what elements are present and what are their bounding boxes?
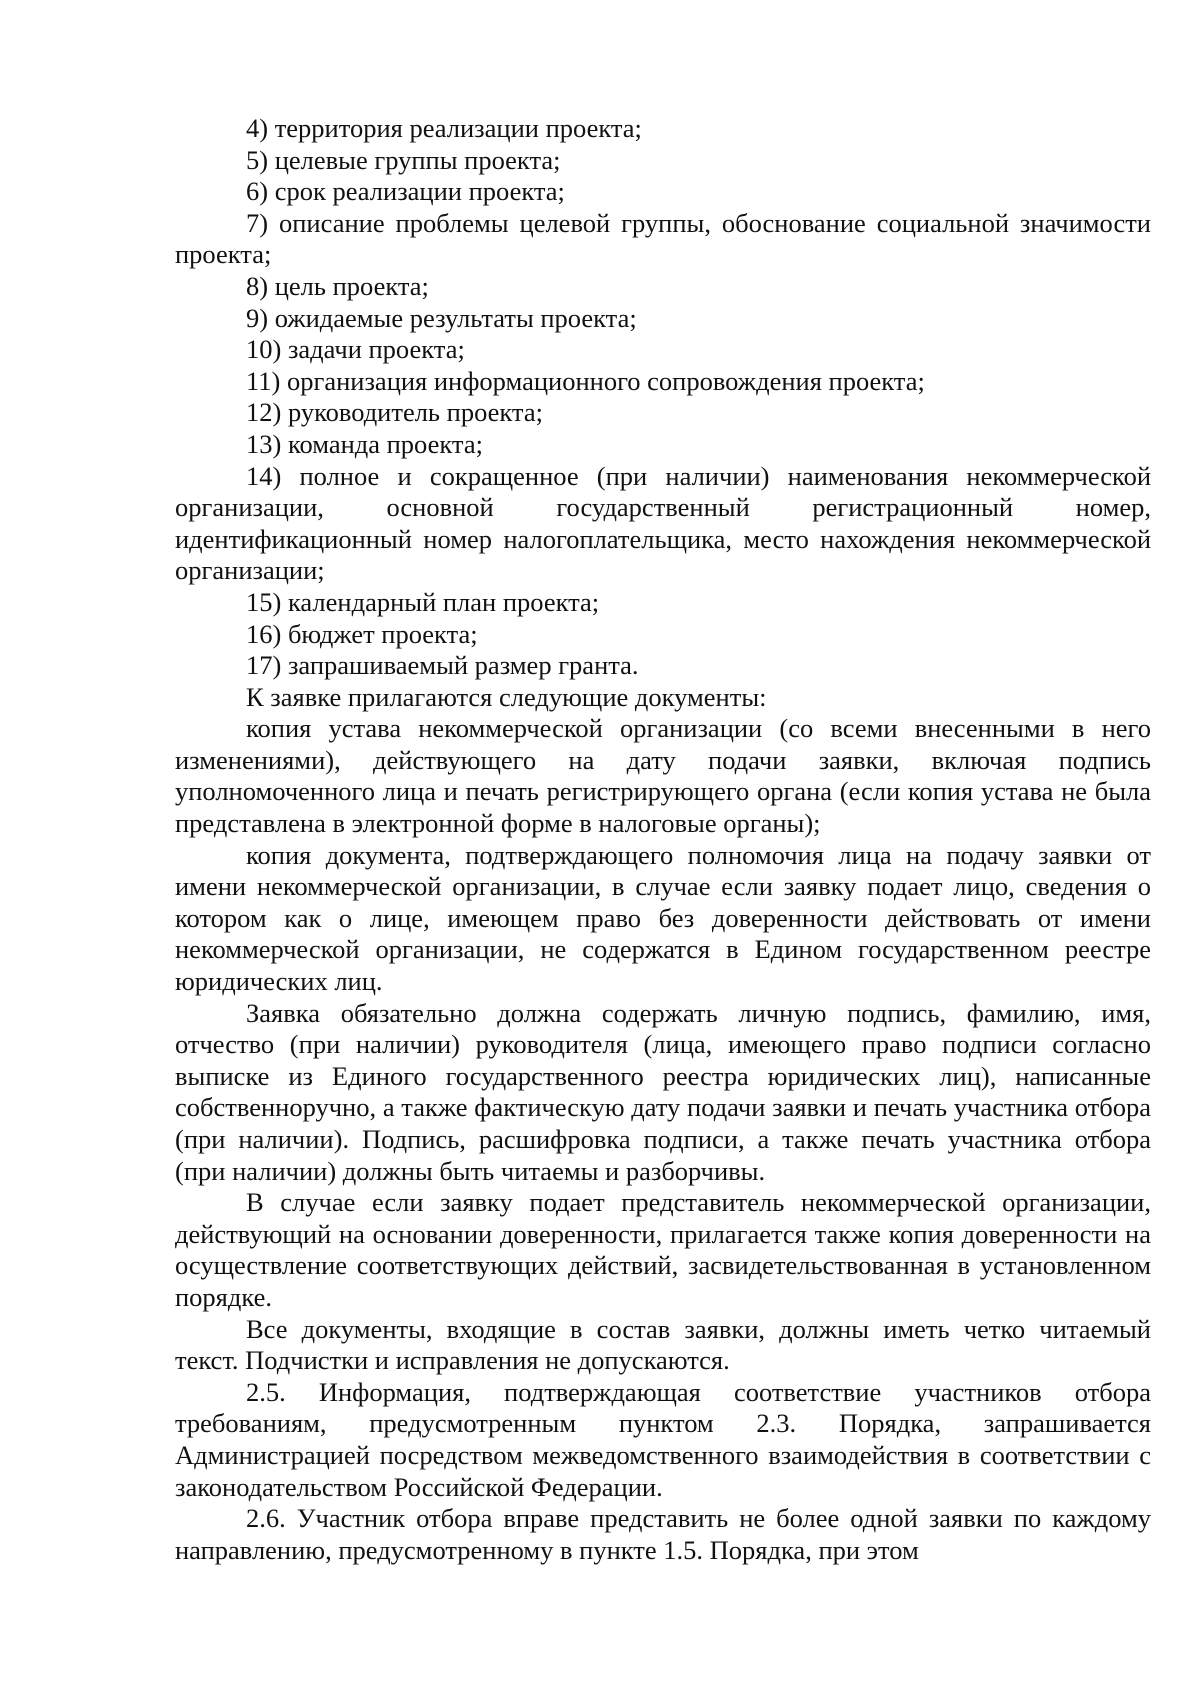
list-item-11: 11) организация информационного сопровождения проекта;	[246, 365, 925, 396]
attachment-authority-copy: копия документа, подтверждающего полномочия лица на подачу заявки от имени некоммерческой организации, в случае если заявку подает лицо, сведения о котором как о лице, имеющем право без доверенности действовать от имени некоммерческой организации, не содержатся в Едином государственном реестре юридических лиц.	[175, 839, 1151, 997]
list-item-12: 12) руководитель проекта;	[246, 397, 543, 428]
list-item-5: 5) целевые группы проекта;	[246, 144, 561, 175]
attachments-intro: К заявке прилагаются следующие документы:	[246, 681, 767, 712]
representative-clause: В случае если заявку подает представитель некоммерческой организации, действующий на основании доверенности, прилагается также копия доверенности на осуществление соответствующих действий, засвидетельствованная в установленном порядке.	[175, 1187, 1151, 1312]
list-item-8: 8) цель проекта;	[246, 270, 429, 301]
list-item-17: 17) запрашиваемый размер гранта.	[246, 650, 639, 681]
list-item-4: 4) территория реализации проекта;	[246, 113, 642, 143]
document-body	[175, 113, 1151, 1566]
list-item-10: 10) задачи проекта;	[246, 334, 465, 365]
section-2-5: 2.5. Информация, подтверждающая соответствие участников отбора требованиям, предусмотренным пунктом 2.3. Порядка, запрашивается Администрацией посредством межведомственного взаимодействия в соответствии с законодательством Российской Федерации.	[175, 1376, 1151, 1502]
section-2-6: 2.6. Участник отбора вправе представить не более одной заявки по каждому направлению, предусмотренному в пункте 1.5. Порядка, при этом	[175, 1503, 1151, 1565]
list-item-16: 16) бюджет проекта;	[246, 618, 478, 649]
list-item-14: 14) полное и сокращенное (при наличии) наименования некоммерческой организации, основной государственный регистрационный номер, идентификационный номер налогоплательщика, место нахождения некоммерческой организации;	[175, 460, 1151, 586]
attachment-charter-copy: копия устава некоммерческой организации (со всеми внесенными в него изменениями), действующего на дату подачи заявки, включая подпись уполномоченного лица и печать регистрирующего органа (если копия устава не была представлена в электронной форме в налоговые органы);	[175, 713, 1151, 839]
readability-clause: Все документы, входящие в состав заявки, должны иметь четко читаемый текст. Подчистки и исправления не допускаются.	[175, 1313, 1151, 1376]
list-item-15: 15) календарный план проекта;	[246, 586, 600, 617]
list-item-9: 9) ожидаемые результаты проекта;	[246, 302, 637, 333]
list-item-13: 13) команда проекта;	[246, 428, 483, 459]
list-item-7: 7) описание проблемы целевой группы, обоснование социальной значимости проекта;	[175, 207, 1151, 270]
list-item-6: 6) срок реализации проекта;	[246, 176, 565, 207]
signature-requirements: Заявка обязательно должна содержать личную подпись, фамилию, имя, отчество (при наличии) руководителя (лица, имеющего право подписи согласно выписке из Единого государственного реестра юридических лиц), написанные собственноручно, а также фактическую дату подачи заявки и печать участника отбора (при наличии). Подпись, расшифровка подписи, а также печать участника отбора (при наличии) должны быть читаемы и разборчивы.	[175, 997, 1151, 1186]
